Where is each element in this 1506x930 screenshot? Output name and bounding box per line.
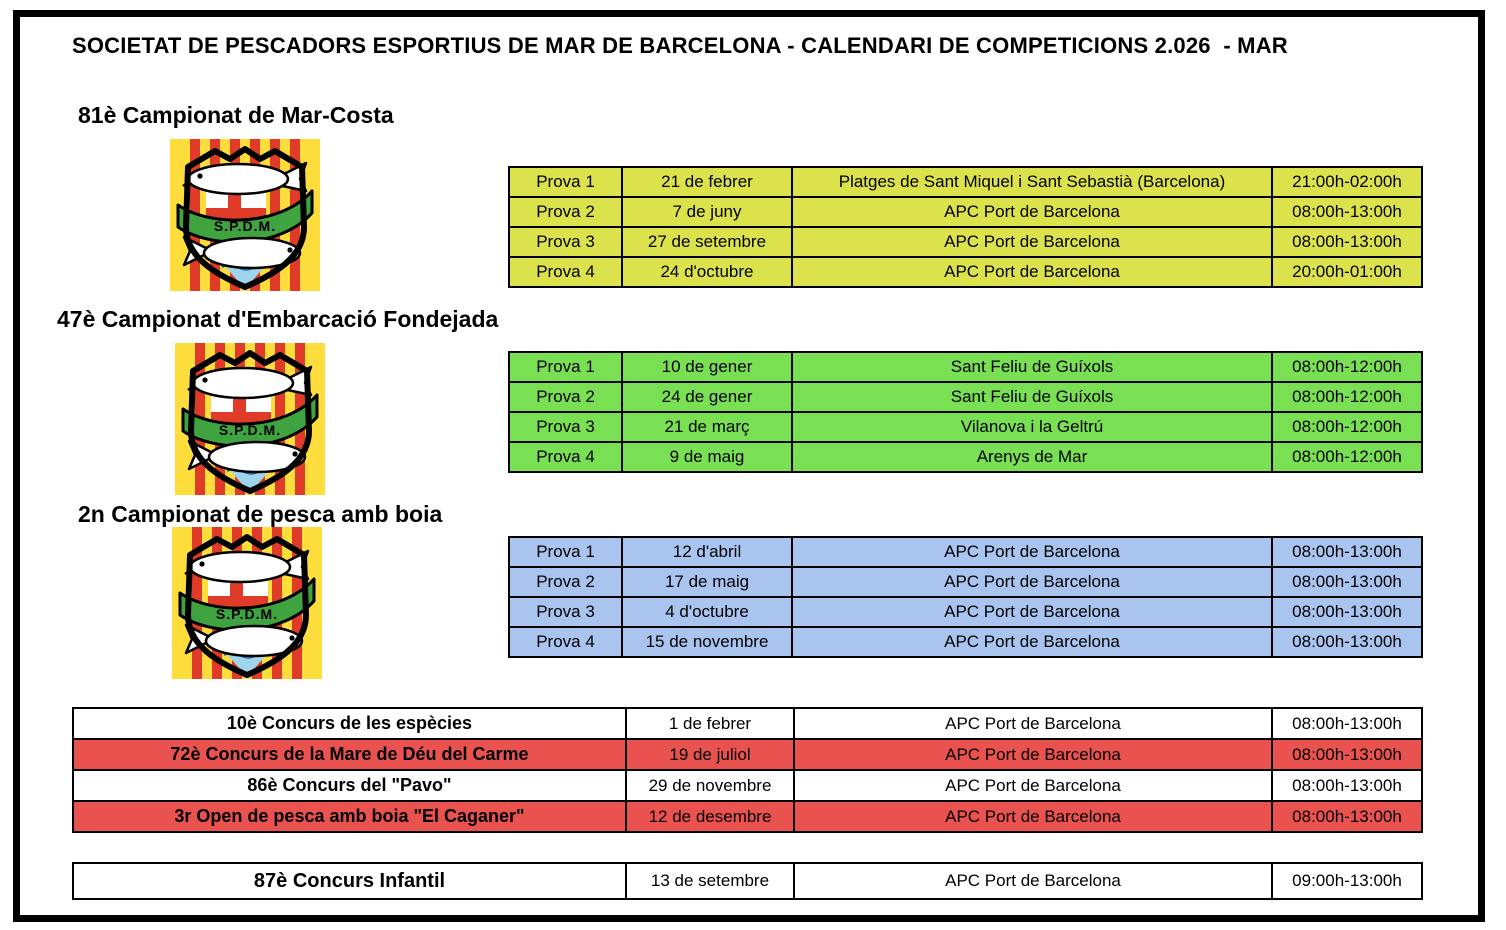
section-heading-embarcacio-fondejada: 47è Campionat d'Embarcació Fondejada [57, 306, 499, 332]
concurs-name: 10è Concurs de les espècies [73, 708, 626, 739]
prova-time: 20:00h-01:00h [1272, 257, 1422, 287]
prova-location: Arenys de Mar [792, 442, 1272, 472]
concursos-table [72, 707, 1423, 833]
concurs-location: APC Port de Barcelona [794, 801, 1272, 832]
prova-date: 21 de febrer [622, 167, 792, 197]
prova-time: 21:00h-02:00h [1272, 167, 1422, 197]
table-row-highlighted [73, 801, 1422, 832]
club-crest-logo [170, 139, 320, 291]
concurs-location: APC Port de Barcelona [794, 739, 1272, 770]
prova-date: 17 de maig [622, 567, 792, 597]
club-crest-logo [175, 343, 325, 495]
prova-location: APC Port de Barcelona [792, 537, 1272, 567]
prova-date: 7 de juny [622, 197, 792, 227]
concurs-date: 29 de novembre [626, 770, 794, 801]
prova-label: Prova 4 [509, 627, 622, 657]
prova-label: Prova 3 [509, 227, 622, 257]
mar-costa-table [508, 166, 1423, 288]
prova-time: 08:00h-12:00h [1272, 442, 1422, 472]
prova-location: APC Port de Barcelona [792, 567, 1272, 597]
prova-location: APC Port de Barcelona [792, 597, 1272, 627]
table-row [73, 708, 1422, 739]
table-row [509, 227, 1422, 257]
section-heading-pesca-amb-boia: 2n Campionat de pesca amb boia [78, 501, 443, 527]
table-row [509, 257, 1422, 287]
concurs-time: 08:00h-13:00h [1272, 739, 1422, 770]
prova-location: APC Port de Barcelona [792, 257, 1272, 287]
club-crest-logo [172, 527, 322, 679]
prova-date: 12 d'abril [622, 537, 792, 567]
prova-time: 08:00h-13:00h [1272, 567, 1422, 597]
prova-time: 08:00h-13:00h [1272, 537, 1422, 567]
table-row [509, 197, 1422, 227]
prova-date: 24 d'octubre [622, 257, 792, 287]
concurs-location: APC Port de Barcelona [794, 708, 1272, 739]
prova-date: 24 de gener [622, 382, 792, 412]
concurs-name: 72è Concurs de la Mare de Déu del Carme [73, 739, 626, 770]
prova-time: 08:00h-12:00h [1272, 412, 1422, 442]
prova-location: Sant Feliu de Guíxols [792, 352, 1272, 382]
table-row [509, 412, 1422, 442]
section-heading-mar-costa: 81è Campionat de Mar-Costa [78, 102, 394, 128]
prova-time: 08:00h-13:00h [1272, 627, 1422, 657]
prova-location: APC Port de Barcelona [792, 227, 1272, 257]
concurs-date: 12 de desembre [626, 801, 794, 832]
prova-label: Prova 4 [509, 257, 622, 287]
prova-time: 08:00h-13:00h [1272, 197, 1422, 227]
concurs-time: 08:00h-13:00h [1272, 708, 1422, 739]
concurs-name: 86è Concurs del "Pavo" [73, 770, 626, 801]
prova-label: Prova 1 [509, 537, 622, 567]
prova-label: Prova 4 [509, 442, 622, 472]
prova-time: 08:00h-12:00h [1272, 352, 1422, 382]
prova-label: Prova 3 [509, 412, 622, 442]
table-row [509, 442, 1422, 472]
concurs-date: 13 de setembre [626, 863, 794, 899]
prova-location: Sant Feliu de Guíxols [792, 382, 1272, 412]
prova-location: APC Port de Barcelona [792, 197, 1272, 227]
prova-date: 4 d'octubre [622, 597, 792, 627]
prova-location: Vilanova i la Geltrú [792, 412, 1272, 442]
prova-label: Prova 3 [509, 597, 622, 627]
table-row [509, 567, 1422, 597]
concurs-date: 1 de febrer [626, 708, 794, 739]
prova-label: Prova 2 [509, 567, 622, 597]
table-row [509, 627, 1422, 657]
table-row [73, 770, 1422, 801]
pesca-amb-boia-table [508, 536, 1423, 658]
prova-date: 27 de setembre [622, 227, 792, 257]
concurs-date: 19 de juliol [626, 739, 794, 770]
prova-label: Prova 2 [509, 197, 622, 227]
table-row [509, 167, 1422, 197]
concurs-name: 3r Open de pesca amb boia "El Caganer" [73, 801, 626, 832]
prova-date: 9 de maig [622, 442, 792, 472]
prova-location: Platges de Sant Miquel i Sant Sebastià (Barcelona) [792, 167, 1272, 197]
prova-date: 10 de gener [622, 352, 792, 382]
page-border-frame [13, 10, 1485, 922]
concurs-time: 09:00h-13:00h [1272, 863, 1422, 899]
prova-date: 21 de març [622, 412, 792, 442]
embarcacio-fondejada-table [508, 351, 1423, 473]
table-row [509, 597, 1422, 627]
prova-label: Prova 1 [509, 167, 622, 197]
concurs-time: 08:00h-13:00h [1272, 770, 1422, 801]
table-row [73, 863, 1422, 899]
prova-location: APC Port de Barcelona [792, 627, 1272, 657]
prova-label: Prova 1 [509, 352, 622, 382]
table-row [509, 352, 1422, 382]
prova-time: 08:00h-13:00h [1272, 597, 1422, 627]
prova-time: 08:00h-13:00h [1272, 227, 1422, 257]
concurs-infantil-table [72, 862, 1423, 900]
concurs-time: 08:00h-13:00h [1272, 801, 1422, 832]
prova-label: Prova 2 [509, 382, 622, 412]
prova-time: 08:00h-12:00h [1272, 382, 1422, 412]
table-row-highlighted [73, 739, 1422, 770]
page-title: SOCIETAT DE PESCADORS ESPORTIUS DE MAR DE BARCELONA - CALENDARI DE COMPETICIONS 2.026 - MAR [72, 33, 1288, 58]
table-row [509, 382, 1422, 412]
concurs-location: APC Port de Barcelona [794, 863, 1272, 899]
table-row [509, 537, 1422, 567]
concurs-name: 87è Concurs Infantil [73, 863, 626, 899]
concurs-location: APC Port de Barcelona [794, 770, 1272, 801]
prova-date: 15 de novembre [622, 627, 792, 657]
